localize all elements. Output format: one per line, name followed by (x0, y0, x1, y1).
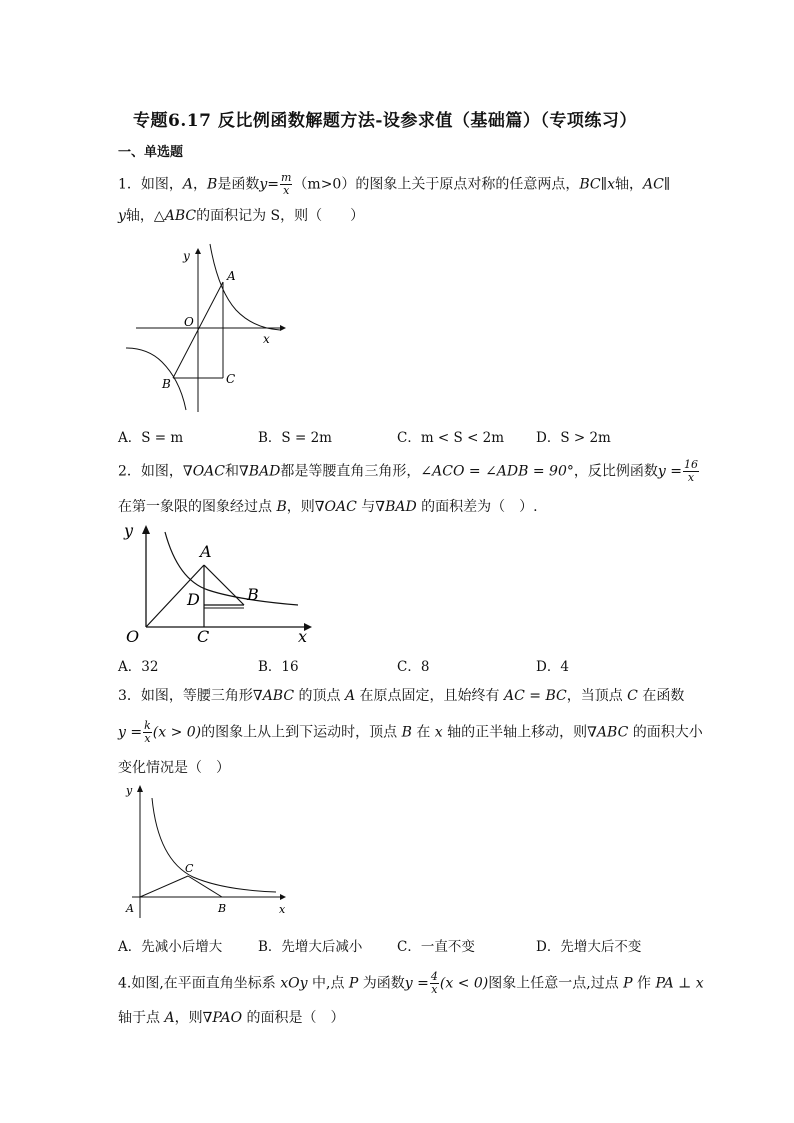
hyperbola (152, 798, 276, 892)
question-1-figure (118, 240, 293, 415)
label-o: O (126, 627, 140, 646)
hyperbola (165, 532, 298, 605)
question-3-line-3: 变化情况是（ ） (118, 760, 230, 776)
section-heading: 一、单选题 (118, 145, 184, 160)
question-4-line-2: 轴于点 A，则∇PAO 的面积是（ ） (118, 1010, 345, 1026)
question-3-option-b[interactable]: B．先增大后减小 (258, 939, 363, 955)
fraction-k-over-x: $\frac{k}{x}$ (144, 719, 151, 745)
label-c: C (197, 627, 210, 646)
label-b: B (218, 902, 227, 915)
question-1-option-c[interactable]: C．m < S < 2m (397, 430, 505, 446)
question-3-option-a[interactable]: A．先减小后增大 (118, 939, 223, 955)
question-2-option-c[interactable]: C．8 (397, 659, 430, 675)
segment-cb (188, 876, 222, 897)
question-1-option-d[interactable]: D．S > 2m (536, 430, 611, 446)
question-3-figure (118, 780, 298, 920)
segment-ac (140, 876, 188, 897)
label-d: D (187, 590, 200, 609)
question-2-option-b[interactable]: B．16 (258, 659, 299, 675)
question-2-line-2: 在第一象限的图象经过点 B，则∇OAC 与∇BAD 的面积差为（ ）. (118, 499, 538, 515)
label-c: C (185, 862, 194, 875)
question-3-option-c[interactable]: C．一直不变 (397, 939, 475, 955)
label-b: B (247, 585, 259, 604)
page-title: 专题6.17 反比例函数解题方法-设参求值（基础篇）（专项练习） (133, 111, 637, 131)
label-y: y (183, 249, 190, 263)
label-o: O (184, 315, 194, 329)
fraction-m-over-x: $\frac{m}{x}$ (280, 171, 292, 197)
label-x: x (263, 332, 270, 346)
label-a: A (200, 542, 212, 561)
label-x: x (279, 903, 286, 916)
question-3-option-d[interactable]: D．先增大后不变 (536, 939, 642, 955)
question-2-line-1: 2．如图，∇OAC和∇BAD都是等腰直角三角形，∠ACO = ∠ADB = 90°，反比例函数y = $\frac{16}{x}$ (118, 458, 698, 484)
label-c: C (226, 372, 236, 386)
question-3-line-2: y = $\frac{k}{x}$ (x > 0)的图象上从上到下运动时，顶点 B 在 x 轴的正半轴上移动，则∇ABC 的面积大小 (118, 719, 703, 745)
question-3-line-1: 3．如图，等腰三角形∇ABC 的顶点 A 在原点固定，且始终有 AC = BC，当顶点 C 在函数 (118, 688, 685, 704)
y-axis-arrow (195, 248, 201, 254)
question-1-line-2: y轴，△ABC的面积记为 S，则（ ） (118, 208, 365, 224)
question-1-line-1: 1．如图，A，B是函数y= $\frac{m}{x}$ （m>0）的图象上关于原点对称的任意两点，BC∥x轴，AC∥ (118, 171, 671, 197)
fraction-16-over-x: $\frac{16}{x}$ (683, 458, 698, 484)
question-2-option-a[interactable]: A．32 (118, 659, 159, 675)
segment-ab (204, 565, 244, 605)
question-2-option-d[interactable]: D．4 (536, 659, 569, 675)
question-4-line-1: 4.如图,在平面直角坐标系 xOy 中,点 P 为函数y = $\frac{4}{x}$ (x < 0)图象上任意一点,过点 P 作 PA ⊥ x (118, 970, 704, 996)
question-2-figure (118, 520, 318, 648)
label-a: A (227, 269, 236, 283)
question-1-option-b[interactable]: B．S = 2m (258, 430, 332, 446)
label-y: y (124, 521, 134, 540)
x-axis-arrow (280, 894, 286, 900)
y-axis-arrow (137, 785, 143, 792)
question-1-option-a[interactable]: A．S = m (118, 430, 184, 446)
hyperbola-branch-2 (126, 348, 186, 410)
fraction-4-over-x: $\frac{4}{x}$ (430, 970, 438, 996)
label-x: x (298, 627, 308, 646)
label-a: A (126, 902, 134, 915)
y-axis-arrow (142, 525, 150, 534)
label-b: B (162, 377, 171, 391)
x-axis-arrow (280, 325, 286, 331)
label-y: y (126, 784, 133, 797)
